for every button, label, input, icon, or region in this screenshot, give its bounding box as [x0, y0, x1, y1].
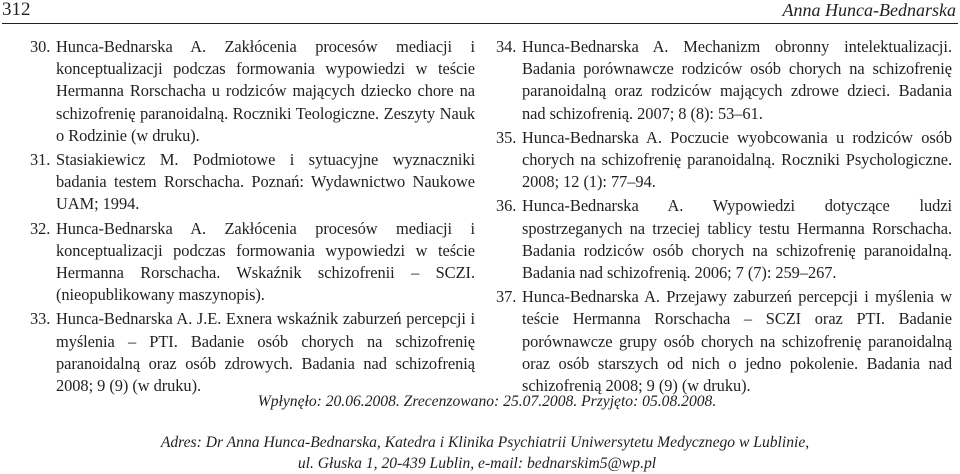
page-number: 312 [2, 0, 31, 20]
reference-item [30, 149, 475, 216]
references-column-right [496, 36, 952, 399]
reference-item [496, 127, 952, 194]
submission-dates [0, 392, 960, 412]
reference-number: 32. [30, 218, 51, 238]
reference-item [30, 218, 475, 307]
reference-item [30, 36, 475, 147]
references-column-left [30, 36, 475, 399]
reference-text: Hunca-Bednarska A. Mechanizm obronny intelektualizacji. Badania porównawcze rodziców osób chorych na schizofrenię paranoidalną oraz rodziców mających zdrowe dzieci. Badania nad schizofrenią. 2007; 8 (8): 53–61. [522, 37, 952, 123]
reference-text: Hunca-Bednarska A. J.E. Exnera wskaźnik zaburzeń percepcji i myślenia – PTI. Badanie osób chorych na schizofrenię paranoidalną oraz osób zdrowych. Badania nad schizofrenią 2008; 9 (9) (w druku). [56, 309, 475, 396]
reference-text: Hunca-Bednarska A. Przejawy zaburzeń percepcji i myślenia w teście Hermanna Rorschacha – SCZI oraz PTI. Badanie porównawcze grupy osób chorych na schizofrenię paranoidalną oraz osób starszych od nich o jedno pokolenie. Badania nad schizofrenią 2008; 9 (9) (w druku). [522, 287, 952, 396]
address-line-2: ul. Głuska 1, 20-439 Lublin, e-mail: bednarskim5@wp.pl [297, 455, 657, 472]
correspondence-address [0, 432, 960, 474]
reference-item [496, 286, 952, 397]
reference-item [30, 308, 475, 397]
reference-number: 30. [30, 37, 51, 56]
reference-text: Hunca-Bednarska A. Zakłócenia procesów mediacji i konceptualizacji podczas formowania wypowiedzi w teście Hermanna Rorschacha. Wskaźnik schizofrenii – SCZI. (nieopublikowany maszynopis). [56, 218, 475, 305]
page-header [0, 0, 960, 22]
reference-text: Hunca-Bednarska A. Poczucie wyobcowania u rodziców osób chorych na schizofrenię paranoidalną. Roczniki Psychologiczne. 2008; 12 (1): 77–94. [522, 127, 952, 192]
reference-number: 37. [496, 287, 517, 307]
submission-dates-text: Wpłynęło: 20.06.2008. Zrecenzowano: 25.07.2008. Przyjęto: 05.08.2008. [257, 393, 717, 410]
reference-text: Hunca-Bednarska A. Wypowiedzi dotyczące ludzi spostrzeganych na trzeciej tablicy testu Hermanna Rorschacha. Badania rodziców osób chorych na schizofrenię paranoidalną. Badania nad schizofrenią. 2006; 7 (7): 259–267. [522, 196, 952, 283]
header-rule [2, 23, 958, 24]
reference-number: 36. [496, 196, 517, 216]
reference-text: Hunca-Bednarska A. Zakłócenia procesów mediacji i konceptualizacji podczas formowania wypowiedzi w teście Hermanna Rorschacha u rodziców mających dziecko chore na schizofrenię paranoidalną. Roczniki Teologiczne. Zeszyty Nauk o Rodzinie (w druku). [56, 37, 475, 145]
address-line-1: Adres: Dr Anna Hunca-Bednarska, Katedra i Klinika Psychiatrii Uniwersytetu Medycznego w Lublinie, [160, 434, 810, 451]
reference-number: 31. [30, 150, 51, 170]
reference-number: 34. [496, 37, 517, 56]
reference-number: 33. [30, 309, 51, 329]
reference-item [496, 36, 952, 125]
running-head-author: Anna Hunca-Bednarska [782, 0, 956, 20]
reference-item [496, 195, 952, 284]
reference-number: 35. [496, 127, 517, 147]
reference-text: Stasiakiewicz M. Podmiotowe i sytuacyjne wyznaczniki badania testem Rorschacha. Poznań: Wydawnictwo Naukowe UAM; 1994. [56, 150, 475, 214]
